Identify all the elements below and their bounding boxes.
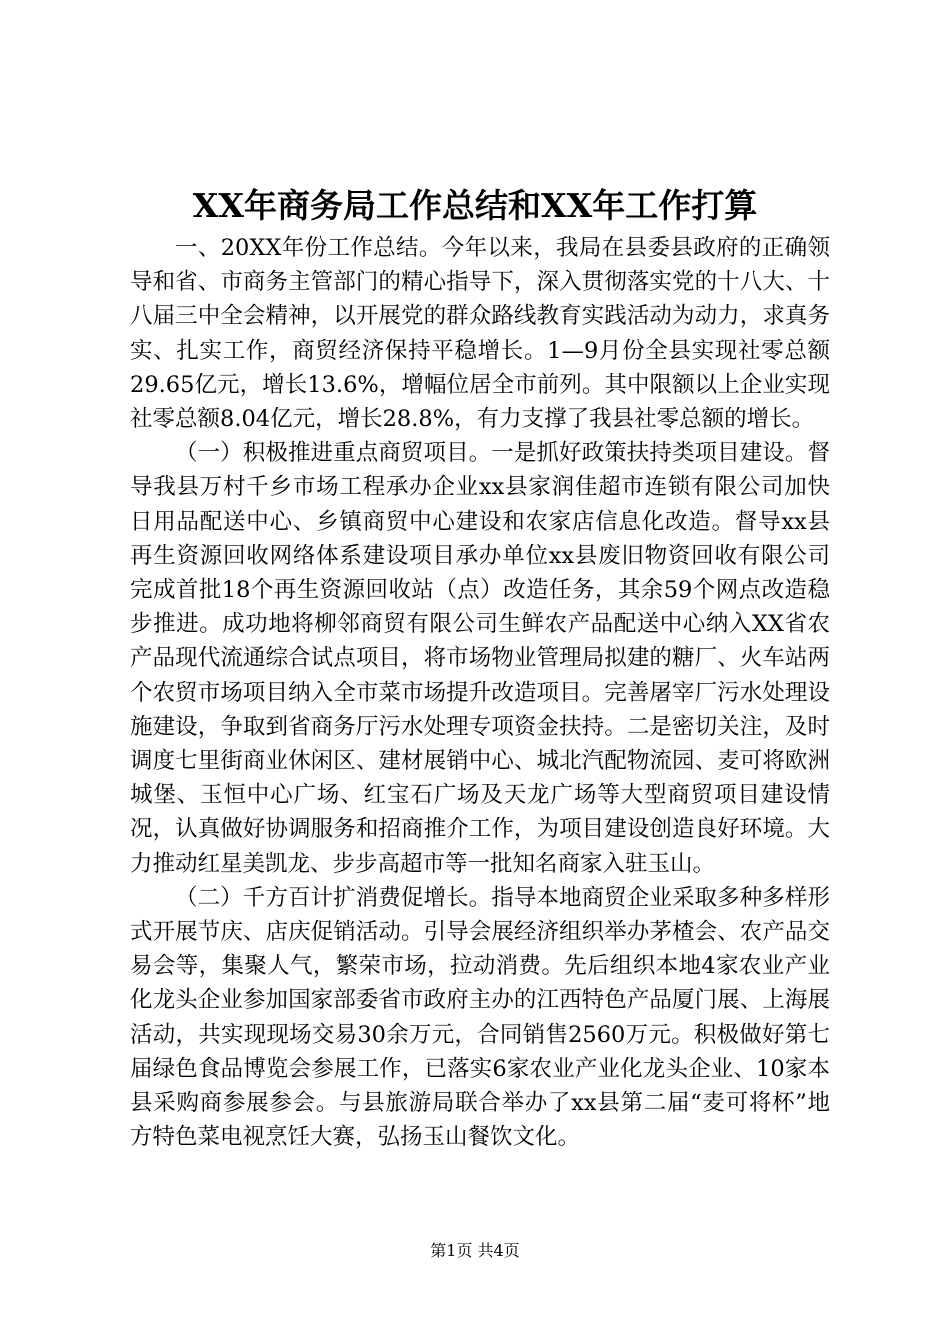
document-title: XX年商务局工作总结和XX年工作打算 xyxy=(192,186,758,225)
paragraph-consumption: （二）千方百计扩消费促增长。指导本地商贸企业采取多种多样形式开展节庆、店庆促销活动。引导会展经济组织举办茅楂会、农产品交易会等，集聚人气，繁荣市场，拉动消费。先后组织本地4家农业产业化龙头企业参加国家部委省市政府主办的江西特色产品厦门展、上海展活动，共实现现场交易30余万元，合同销售2560万元。积极做好第七届绿色食品博览会参展工作，已落实6家农业产业化龙头企业、10家本县采购商参展参会。与县旅游局联合举办了xx县第二届“麦可将杯”地方特色菜电视烹饪大赛，弘扬玉山餐饮文化。 xyxy=(130,884,830,1151)
document-body xyxy=(130,231,830,1154)
paragraph-summary: 一、20XX年份工作总结。今年以来，我局在县委县政府的正确领导和省、市商务主管部门的精心指导下，深入贯彻落实党的十八大、十八届三中全会精神，以开展党的群众路线教育实践活动为动力，求真务实、扎实工作，商贸经济保持平稳增长。1—9月份全县实现社零总额29.65亿元，增长13.6%，增幅位居全市前列。其中限额以上企业实现社零总额8.04亿元，增长28.8%，有力支撑了我县社零总额的增长。 xyxy=(130,235,830,433)
paragraph-key-projects: （一）积极推进重点商贸项目。一是抓好政策扶持类项目建设。督导我县万村千乡市场工程承办企业xx县家润佳超市连锁有限公司加快日用品配送中心、乡镇商贸中心建设和农家店信息化改造。督导xx县再生资源回收网络体系建设项目承办单位xx县废旧物资回收有限公司完成首批18个再生资源回收站（点）改造任务，其余59个网点改造稳步推进。成功地将柳邻商贸有限公司生鲜农产品配送中心纳入XX省农产品现代流通综合试点项目，将市场物业管理局拟建的糖厂、火车站两个农贸市场项目纳入全市菜市场提升改造项目。完善屠宰厂污水处理设施建设，争取到省商务厅污水处理专项资金扶持。二是密切关注，及时调度七里街商业休闲区、建材展销中心、城北汽配物流园、麦可将欧洲城堡、玉恒中心广场、红宝石广场及天龙广场等大型商贸项目建设情况，认真做好协调服务和招商推介工作，为项目建设创造良好环境。大力推动红星美凯龙、步步高超市等一批知名商家入驻玉山。 xyxy=(130,440,830,877)
page-footer: 第1页 共4页 xyxy=(430,1241,520,1260)
